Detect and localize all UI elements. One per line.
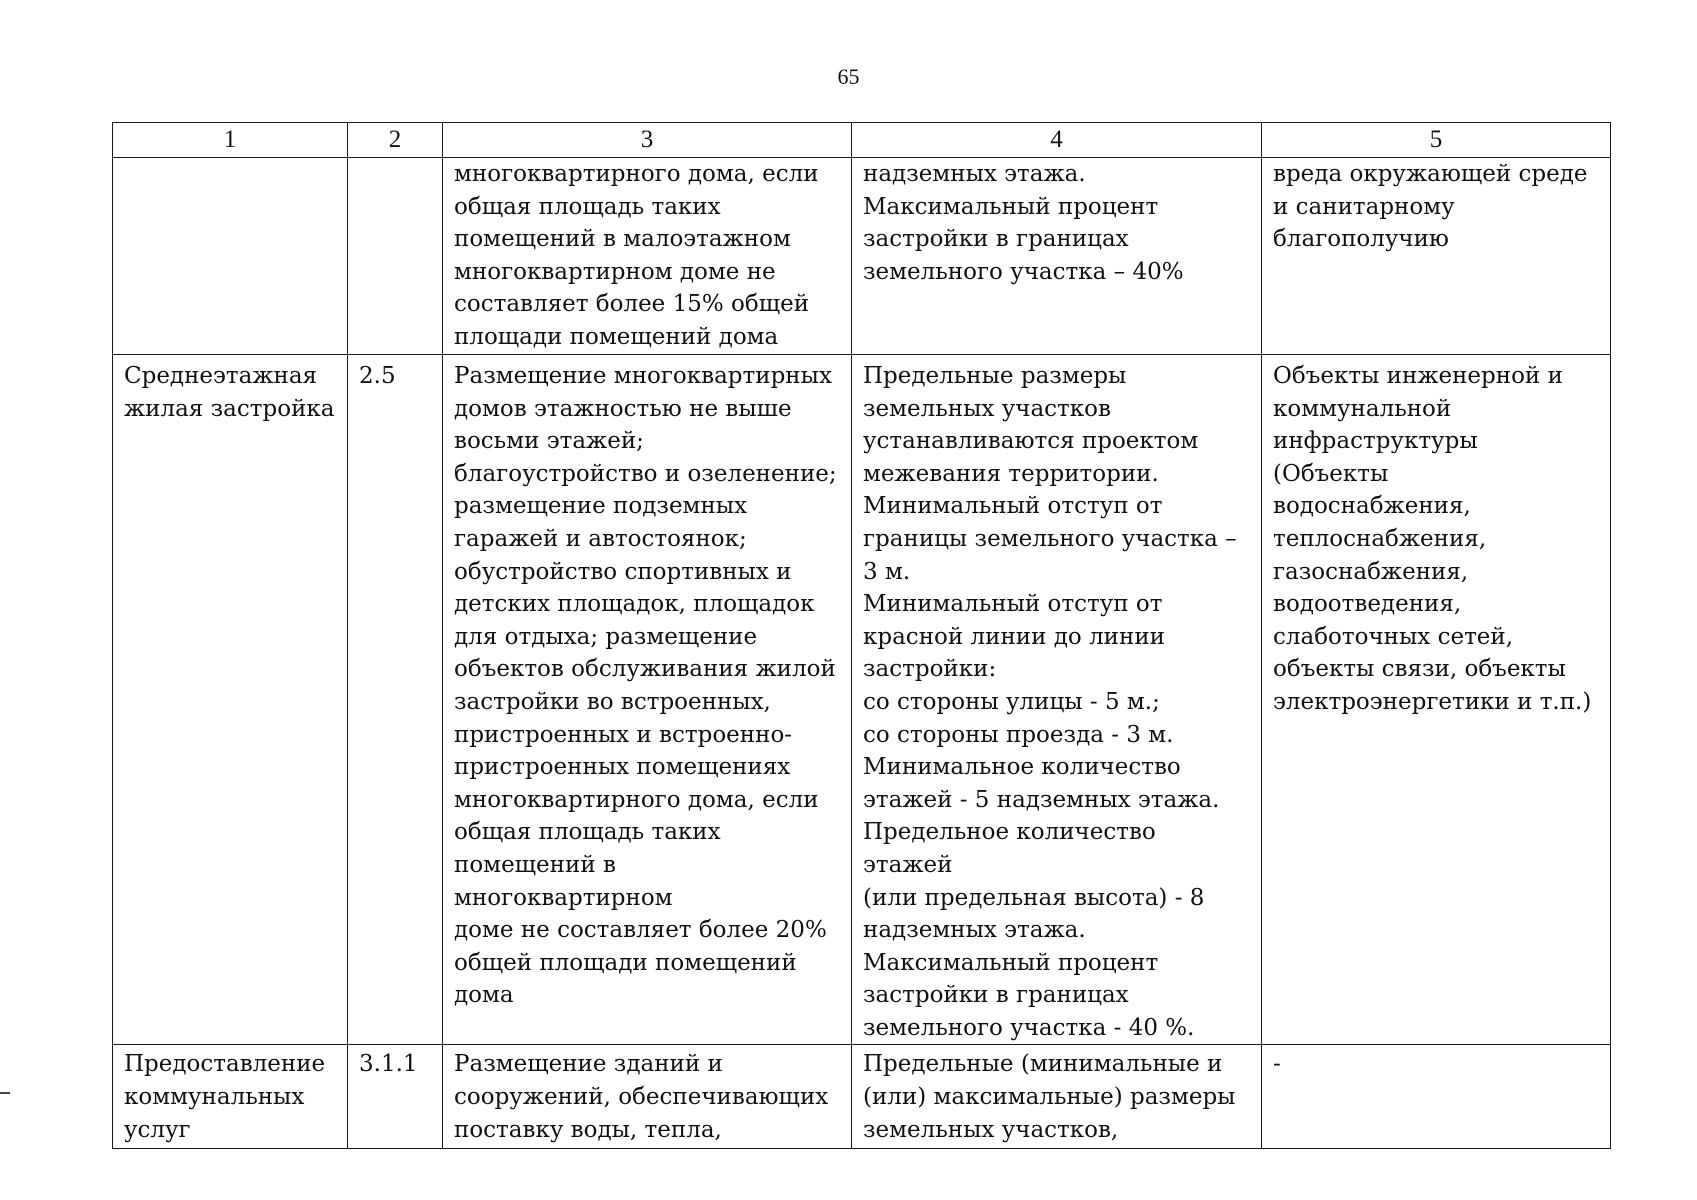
column-header-3: 3 [443,123,852,158]
cell-parameters: Предельные (минимальные и (или) максимальные) размеры земельных участков, [852,1045,1262,1149]
margin-mark [0,1092,10,1094]
cell-description: Размещение многоквартирных домов этажностью не выше восьми этажей; благоустройство и озеленение; размещение подземных гаражей и автостоянок; обустройство спортивных и детских площадок, площадок для отдыха; размещение объектов обслуживания жилой застройки во встроенных, пристроенных и встроенно- пристроенных помещениях многоквартирного дома, если общая площадь таких помещений в многоквартирном доме не составляет более 20% общей площади помещений дома [443,355,852,1045]
cell-use-type: Предоставление коммунальных услуг [113,1045,348,1149]
cell-description: Размещение зданий и сооружений, обеспечивающих поставку воды, тепла, [443,1045,852,1149]
cell-use-type [113,158,348,355]
cell-auxiliary: Объекты инженерной и коммунальной инфраструктуры (Объекты водоснабжения, теплоснабжения, газоснабжения, водоотведения, слаботочных сетей, объекты связи, объекты электроэнергетики и т.п.) [1262,355,1611,1045]
cell-use-type: Среднеэтажная жилая застройка [113,355,348,1045]
column-header-4: 4 [852,123,1262,158]
table-row [113,1045,1611,1149]
column-header-2: 2 [348,123,443,158]
cell-auxiliary: - [1262,1045,1611,1149]
table-row [113,355,1611,1045]
cell-parameters: Предельные размеры земельных участков устанавливаются проектом межевания территории. Минимальный отступ от границы земельного участка – 3 м. Минимальный отступ от красной линии до линии застройки: со стороны улицы - 5 м.; со стороны проезда - 3 м. Минимальное количество этажей - 5 надземных этажа. Предельное количество этажей (или предельная высота) - 8 надземных этажа. Максимальный процент застройки в границах земельного участка - 40 %. [852,355,1262,1045]
cell-description: многоквартирного дома, если общая площадь таких помещений в малоэтажном многоквартирном доме не составляет более 15% общей площади помещений дома [443,158,852,355]
cell-code: 3.1.1 [348,1045,443,1149]
page-number: 65 [837,64,860,89]
column-header-5: 5 [1262,123,1611,158]
table-row [113,158,1611,355]
cell-parameters: надземных этажа. Максимальный процент застройки в границах земельного участка – 40% [852,158,1262,355]
regulations-table [112,122,1611,1149]
cell-code: 2.5 [348,355,443,1045]
cell-code [348,158,443,355]
column-header-1: 1 [113,123,348,158]
table-header-row [113,123,1611,158]
cell-auxiliary: вреда окружающей среде и санитарному благополучию [1262,158,1611,355]
